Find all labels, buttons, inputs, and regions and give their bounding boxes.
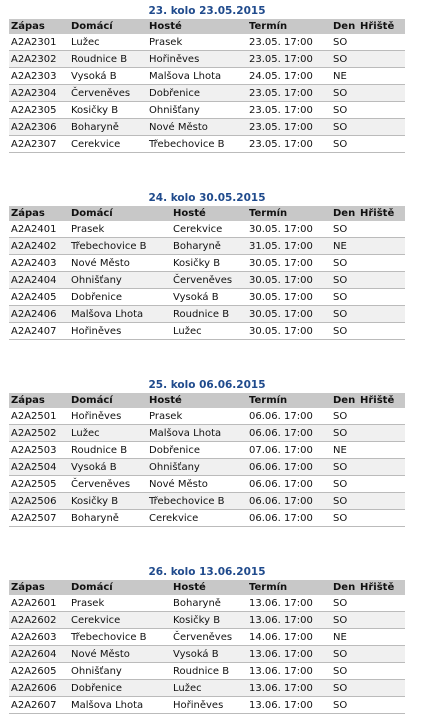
match-code-cell: A2A2301 [9,34,69,51]
match-code-cell: A2A2303 [9,68,69,85]
column-header-away-team: Hosté [147,393,247,408]
away-team-cell: Roudnice B [171,663,247,680]
column-header-away-team: Hosté [147,19,247,34]
kickoff-time-cell: 06.06. 17:00 [247,493,331,510]
table-row [9,119,405,136]
away-team-cell: Lužec [171,323,247,340]
away-team-cell: Ohnišťany [147,102,247,119]
table-row [9,697,405,714]
match-table [9,206,405,340]
table-row [9,680,405,697]
weekday-cell: SO [331,255,358,272]
kickoff-time-cell: 30.05. 17:00 [247,306,331,323]
table-row [9,289,405,306]
table-row [9,306,405,323]
kickoff-time-cell: 23.05. 17:00 [247,85,331,102]
away-team-cell: Prasek [147,408,247,425]
kickoff-time-cell: 23.05. 17:00 [247,51,331,68]
weekday-cell: SO [331,459,358,476]
kickoff-time-cell: 06.06. 17:00 [247,459,331,476]
venue-cell [358,510,405,527]
match-code-cell: A2A2404 [9,272,69,289]
venue-cell [358,51,405,68]
venue-cell [358,323,405,340]
weekday-cell: SO [331,680,358,697]
venue-cell [358,663,405,680]
table-row [9,408,405,425]
match-code-cell: A2A2601 [9,595,69,612]
weekday-cell: SO [331,221,358,238]
column-header-venue: Hřiště [358,19,405,34]
column-header-kickoff-time: Termín [247,206,331,221]
round-section [9,565,405,714]
kickoff-time-cell: 06.06. 17:00 [247,425,331,442]
away-team-cell: Dobřenice [147,85,247,102]
kickoff-time-cell: 13.06. 17:00 [247,680,331,697]
away-team-cell: Vysoká B [171,289,247,306]
match-code-cell: A2A2403 [9,255,69,272]
weekday-cell: SO [331,697,358,714]
column-header-venue: Hřiště [358,393,405,408]
venue-cell [358,442,405,459]
away-team-cell: Malšova Lhota [147,425,247,442]
column-header-home-team: Domácí [69,19,147,34]
table-row [9,51,405,68]
column-header-match-code: Zápas [9,393,69,408]
table-row [9,102,405,119]
kickoff-time-cell: 13.06. 17:00 [247,612,331,629]
weekday-cell: SO [331,663,358,680]
venue-cell [358,272,405,289]
table-row [9,476,405,493]
venue-cell [358,680,405,697]
weekday-cell: SO [331,51,358,68]
away-team-cell: Prasek [147,34,247,51]
home-team-cell: Roudnice B [69,442,147,459]
venue-cell [358,646,405,663]
table-header-row [9,206,405,221]
away-team-cell: Hořiněves [147,51,247,68]
weekday-cell: NE [331,238,358,255]
kickoff-time-cell: 13.06. 17:00 [247,663,331,680]
table-row [9,136,405,153]
home-team-cell: Kosičky B [69,102,147,119]
away-team-cell: Kosičky B [171,255,247,272]
match-code-cell: A2A2501 [9,408,69,425]
home-team-cell: Nové Město [69,646,171,663]
match-code-cell: A2A2605 [9,663,69,680]
column-header-home-team: Domácí [69,206,171,221]
round-section [9,4,405,153]
match-code-cell: A2A2607 [9,697,69,714]
kickoff-time-cell: 07.06. 17:00 [247,442,331,459]
venue-cell [358,629,405,646]
column-header-weekday: Den [331,206,358,221]
column-header-venue: Hřiště [358,206,405,221]
venue-cell [358,408,405,425]
table-row [9,663,405,680]
away-team-cell: Malšova Lhota [147,68,247,85]
away-team-cell: Třebechovice B [147,136,247,153]
round-spacer [9,153,421,191]
table-row [9,425,405,442]
column-header-match-code: Zápas [9,206,69,221]
away-team-cell: Lužec [171,680,247,697]
venue-cell [358,493,405,510]
table-row [9,629,405,646]
column-header-match-code: Zápas [9,19,69,34]
venue-cell [358,102,405,119]
weekday-cell: SO [331,612,358,629]
weekday-cell: SO [331,306,358,323]
weekday-cell: SO [331,476,358,493]
kickoff-time-cell: 30.05. 17:00 [247,255,331,272]
column-header-kickoff-time: Termín [247,580,331,595]
home-team-cell: Červeněves [69,85,147,102]
table-row [9,595,405,612]
away-team-cell: Ohnišťany [147,459,247,476]
kickoff-time-cell: 30.05. 17:00 [247,221,331,238]
away-team-cell: Červeněves [171,629,247,646]
match-code-cell: A2A2405 [9,289,69,306]
table-row [9,221,405,238]
match-code-cell: A2A2603 [9,629,69,646]
weekday-cell: SO [331,510,358,527]
home-team-cell: Kosičky B [69,493,147,510]
home-team-cell: Boharyně [69,510,147,527]
column-header-weekday: Den [331,580,358,595]
venue-cell [358,425,405,442]
venue-cell [358,255,405,272]
match-code-cell: A2A2406 [9,306,69,323]
match-table [9,580,405,714]
home-team-cell: Ohnišťany [69,272,171,289]
match-code-cell: A2A2402 [9,238,69,255]
match-code-cell: A2A2401 [9,221,69,238]
column-header-weekday: Den [331,393,358,408]
round-section [9,378,405,527]
weekday-cell: NE [331,442,358,459]
column-header-kickoff-time: Termín [247,19,331,34]
home-team-cell: Prasek [69,221,171,238]
match-code-cell: A2A2307 [9,136,69,153]
home-team-cell: Lužec [69,34,147,51]
table-row [9,442,405,459]
kickoff-time-cell: 30.05. 17:00 [247,272,331,289]
weekday-cell: SO [331,425,358,442]
home-team-cell: Ohnišťany [69,663,171,680]
venue-cell [358,238,405,255]
table-row [9,493,405,510]
venue-cell [358,34,405,51]
kickoff-time-cell: 23.05. 17:00 [247,102,331,119]
match-code-cell: A2A2502 [9,425,69,442]
venue-cell [358,459,405,476]
home-team-cell: Malšova Lhota [69,306,171,323]
weekday-cell: SO [331,102,358,119]
table-row [9,85,405,102]
table-row [9,646,405,663]
table-header-row [9,580,405,595]
home-team-cell: Roudnice B [69,51,147,68]
weekday-cell: SO [331,289,358,306]
weekday-cell: NE [331,629,358,646]
home-team-cell: Malšova Lhota [69,697,171,714]
kickoff-time-cell: 13.06. 17:00 [247,595,331,612]
weekday-cell: SO [331,323,358,340]
venue-cell [358,136,405,153]
home-team-cell: Dobřenice [69,289,171,306]
table-row [9,255,405,272]
kickoff-time-cell: 30.05. 17:00 [247,323,331,340]
column-header-home-team: Domácí [69,580,171,595]
column-header-away-team: Hosté [171,206,247,221]
venue-cell [358,119,405,136]
column-header-kickoff-time: Termín [247,393,331,408]
table-row [9,323,405,340]
away-team-cell: Boharyně [171,238,247,255]
home-team-cell: Dobřenice [69,680,171,697]
away-team-cell: Kosičky B [171,612,247,629]
round-spacer [9,340,421,378]
away-team-cell: Cerekvice [171,221,247,238]
home-team-cell: Nové Město [69,255,171,272]
column-header-weekday: Den [331,19,358,34]
weekday-cell: SO [331,272,358,289]
away-team-cell: Nové Město [147,476,247,493]
home-team-cell: Cerekvice [69,136,147,153]
weekday-cell: SO [331,595,358,612]
away-team-cell: Boharyně [171,595,247,612]
venue-cell [358,595,405,612]
table-row [9,238,405,255]
table-header-row [9,393,405,408]
table-row [9,272,405,289]
away-team-cell: Hořiněves [171,697,247,714]
away-team-cell: Červeněves [171,272,247,289]
kickoff-time-cell: 23.05. 17:00 [247,136,331,153]
weekday-cell: SO [331,408,358,425]
home-team-cell: Vysoká B [69,68,147,85]
venue-cell [358,476,405,493]
home-team-cell: Hořiněves [69,408,147,425]
round-title: 25. kolo 06.06.2015 [148,379,266,391]
kickoff-time-cell: 06.06. 17:00 [247,510,331,527]
match-code-cell: A2A2503 [9,442,69,459]
venue-cell [358,289,405,306]
match-code-cell: A2A2407 [9,323,69,340]
home-team-cell: Třebechovice B [69,629,171,646]
round-title: 23. kolo 23.05.2015 [148,5,266,17]
match-code-cell: A2A2302 [9,51,69,68]
match-code-cell: A2A2606 [9,680,69,697]
home-team-cell: Třebechovice B [69,238,171,255]
match-table [9,19,405,153]
away-team-cell: Cerekvice [147,510,247,527]
round-title: 26. kolo 13.06.2015 [148,566,266,578]
round-title: 24. kolo 30.05.2015 [148,192,266,204]
match-code-cell: A2A2305 [9,102,69,119]
away-team-cell: Třebechovice B [147,493,247,510]
column-header-match-code: Zápas [9,580,69,595]
kickoff-time-cell: 31.05. 17:00 [247,238,331,255]
home-team-cell: Červeněves [69,476,147,493]
weekday-cell: SO [331,493,358,510]
match-table [9,393,405,527]
away-team-cell: Dobřenice [147,442,247,459]
weekday-cell: SO [331,136,358,153]
home-team-cell: Boharyně [69,119,147,136]
weekday-cell: SO [331,119,358,136]
kickoff-time-cell: 13.06. 17:00 [247,697,331,714]
venue-cell [358,697,405,714]
venue-cell [358,85,405,102]
home-team-cell: Vysoká B [69,459,147,476]
round-spacer [9,527,421,565]
column-header-venue: Hřiště [358,580,405,595]
table-row [9,459,405,476]
column-header-away-team: Hosté [171,580,247,595]
venue-cell [358,221,405,238]
home-team-cell: Hořiněves [69,323,171,340]
table-row [9,612,405,629]
home-team-cell: Lužec [69,425,147,442]
match-code-cell: A2A2602 [9,612,69,629]
away-team-cell: Roudnice B [171,306,247,323]
match-code-cell: A2A2304 [9,85,69,102]
venue-cell [358,306,405,323]
kickoff-time-cell: 24.05. 17:00 [247,68,331,85]
match-code-cell: A2A2504 [9,459,69,476]
away-team-cell: Vysoká B [171,646,247,663]
weekday-cell: SO [331,34,358,51]
match-code-cell: A2A2306 [9,119,69,136]
venue-cell [358,68,405,85]
weekday-cell: SO [331,85,358,102]
table-row [9,34,405,51]
round-section [9,191,405,340]
match-code-cell: A2A2604 [9,646,69,663]
match-code-cell: A2A2507 [9,510,69,527]
column-header-home-team: Domácí [69,393,147,408]
home-team-cell: Cerekvice [69,612,171,629]
match-code-cell: A2A2506 [9,493,69,510]
kickoff-time-cell: 06.06. 17:00 [247,476,331,493]
kickoff-time-cell: 13.06. 17:00 [247,646,331,663]
kickoff-time-cell: 06.06. 17:00 [247,408,331,425]
weekday-cell: SO [331,646,358,663]
table-row [9,68,405,85]
kickoff-time-cell: 23.05. 17:00 [247,34,331,51]
weekday-cell: NE [331,68,358,85]
venue-cell [358,612,405,629]
match-code-cell: A2A2505 [9,476,69,493]
home-team-cell: Prasek [69,595,171,612]
kickoff-time-cell: 30.05. 17:00 [247,289,331,306]
table-row [9,510,405,527]
away-team-cell: Nové Město [147,119,247,136]
kickoff-time-cell: 23.05. 17:00 [247,119,331,136]
table-header-row [9,19,405,34]
kickoff-time-cell: 14.06. 17:00 [247,629,331,646]
